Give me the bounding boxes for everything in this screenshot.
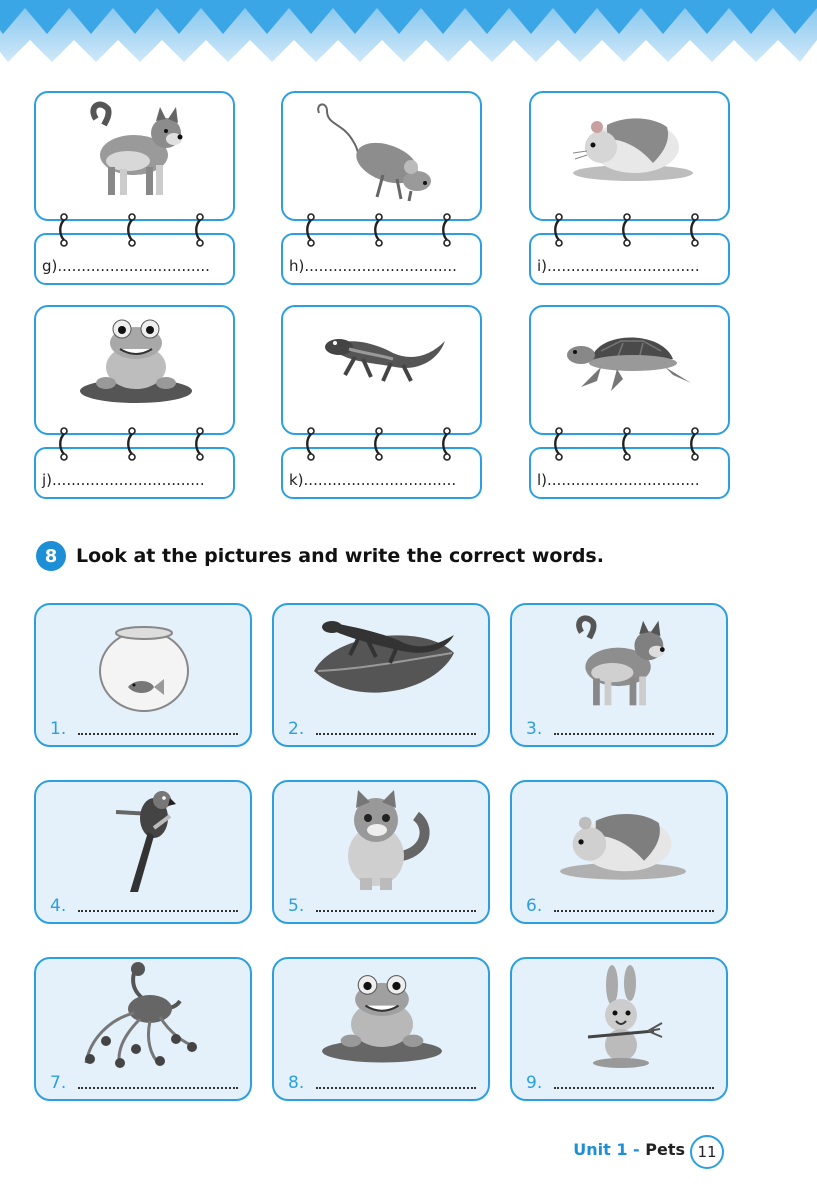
spiral-ring-icon — [440, 213, 454, 247]
item-number: 7. — [50, 1073, 67, 1093]
exercise-card-2[interactable] — [272, 603, 490, 747]
peacock-icon — [80, 959, 200, 1071]
dog-icon — [86, 99, 186, 203]
spiral-ring-icon — [57, 427, 71, 461]
frog-icon — [76, 315, 196, 405]
item-number: 8. — [288, 1073, 305, 1093]
frog-icon — [320, 967, 444, 1067]
exercise-instruction: Look at the pictures and write the correct words. — [76, 545, 604, 567]
picture-card-i — [529, 91, 730, 221]
answer-line[interactable] — [554, 733, 714, 735]
spiral-ring-icon — [552, 213, 566, 247]
lizard-icon — [319, 323, 449, 393]
unit-topic: Pets — [645, 1140, 685, 1159]
spiral-ring-icon — [688, 427, 702, 461]
unit-label: Unit 1 — [573, 1140, 628, 1159]
spiral-ring-icon — [440, 427, 454, 461]
spiral-ring-icon — [57, 213, 71, 247]
answer-line[interactable] — [316, 1087, 476, 1089]
spiral-ring-icon — [372, 213, 386, 247]
rabbit-icon — [578, 965, 664, 1071]
hamster-icon — [567, 107, 697, 187]
goldfish-bowl-icon — [94, 615, 194, 715]
turtle-icon — [561, 321, 701, 401]
item-number: 3. — [526, 719, 543, 739]
exercise-card-3[interactable] — [510, 603, 728, 747]
answer-label: k)................................ — [289, 471, 457, 489]
item-number: 1. — [50, 719, 67, 739]
spiral-ring-icon — [552, 427, 566, 461]
page-number: 11 — [690, 1135, 724, 1169]
item-number: 5. — [288, 896, 305, 916]
parrot-icon — [112, 788, 182, 898]
dog-icon — [570, 613, 670, 713]
exercise-card-9[interactable] — [510, 957, 728, 1101]
item-number: 6. — [526, 896, 543, 916]
exercise-card-6[interactable] — [510, 780, 728, 924]
exercise-number: 8 — [36, 541, 66, 571]
answer-label: i)................................ — [537, 257, 700, 275]
answer-line[interactable] — [78, 910, 238, 912]
answer-label: g)................................ — [42, 257, 210, 275]
answer-line[interactable] — [554, 910, 714, 912]
picture-card-k — [281, 305, 482, 435]
picture-card-g — [34, 91, 235, 221]
answer-line[interactable] — [78, 1087, 238, 1089]
exercise-card-5[interactable] — [272, 780, 490, 924]
answer-label: h)................................ — [289, 257, 457, 275]
answer-line[interactable] — [554, 1087, 714, 1089]
unit-separator: - — [627, 1140, 646, 1159]
spiral-ring-icon — [193, 427, 207, 461]
answer-label: j)................................ — [42, 471, 205, 489]
answer-label: l)................................ — [537, 471, 700, 489]
exercise-card-1[interactable] — [34, 603, 252, 747]
spiral-ring-icon — [125, 213, 139, 247]
lizard-on-leaf-icon — [304, 613, 464, 709]
spiral-ring-icon — [125, 427, 139, 461]
exercise-heading — [36, 541, 604, 571]
mouse-icon — [313, 101, 443, 205]
item-number: 9. — [526, 1073, 543, 1093]
spiral-ring-icon — [193, 213, 207, 247]
spiral-ring-icon — [372, 427, 386, 461]
item-number: 2. — [288, 719, 305, 739]
answer-line[interactable] — [316, 910, 476, 912]
picture-card-j — [34, 305, 235, 435]
answer-line[interactable] — [316, 733, 476, 735]
spiral-ring-icon — [688, 213, 702, 247]
page-footer — [573, 1140, 685, 1159]
exercise-card-7[interactable] — [34, 957, 252, 1101]
item-number: 4. — [50, 896, 67, 916]
spiral-ring-icon — [620, 427, 634, 461]
spiral-ring-icon — [304, 427, 318, 461]
picture-card-l — [529, 305, 730, 435]
picture-card-h — [281, 91, 482, 221]
exercise-card-4[interactable] — [34, 780, 252, 924]
exercise-card-8[interactable] — [272, 957, 490, 1101]
cat-icon — [332, 786, 432, 894]
spiral-ring-icon — [304, 213, 318, 247]
answer-line[interactable] — [78, 733, 238, 735]
zigzag-banner — [0, 0, 817, 72]
spiral-ring-icon — [620, 213, 634, 247]
hamster-icon — [552, 802, 692, 886]
